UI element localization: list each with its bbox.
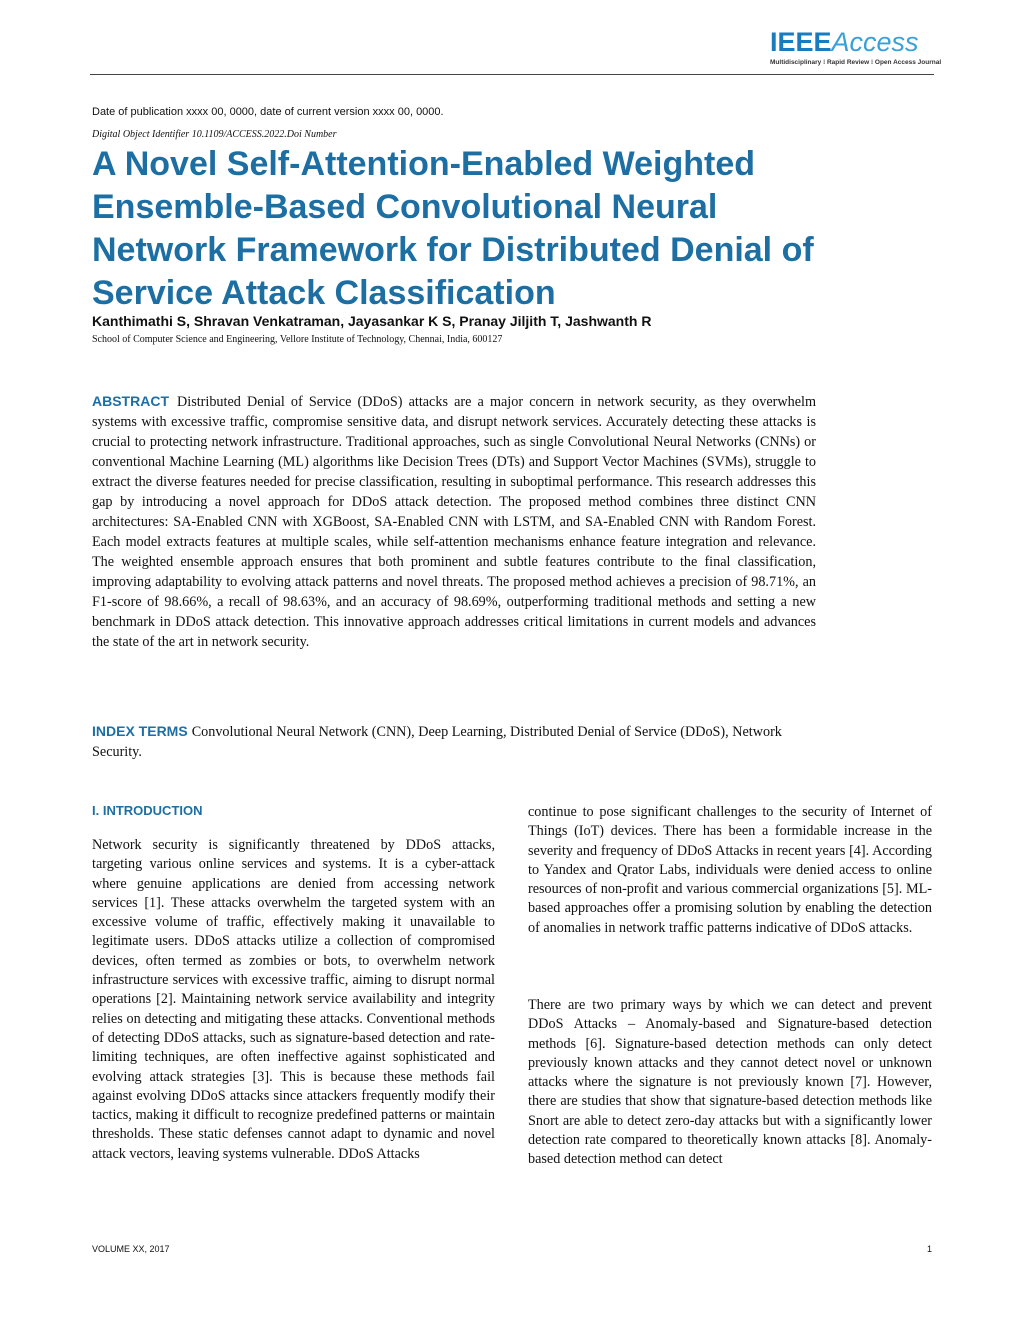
footer-volume: VOLUME XX, 2017 xyxy=(92,1244,170,1254)
index-terms-heading: INDEX TERMS xyxy=(92,723,188,739)
logo-access-text: Access xyxy=(831,27,919,57)
affiliation: School of Computer Science and Engineering, Vellore Institute of Technology, Chennai, India, 600127 xyxy=(92,334,503,345)
header-divider xyxy=(90,74,934,75)
author-list: Kanthimathi S, Shravan Venkatraman, Jayasankar K S, Pranay Jiljith T, Jashwanth R xyxy=(92,313,652,329)
logo-ieee-text: IEEE xyxy=(770,27,832,57)
footer-page-number: 1 xyxy=(926,1244,932,1254)
paper-title: A Novel Self-Attention-Enabled Weighted Ensemble-Based Convolutional Neural Network Framework for Distributed Denial of Service Attack Classification xyxy=(92,145,814,312)
intro-right-paragraph-2: There are two primary ways by which we can detect and prevent DDoS Attacks – Anomaly-based and Signature-based detection methods [6]. Signature-based detection methods can only detect previously known attacks and they cannot detect novel or unknown attacks where the signature is not previously known [7]. However, there are studies that show that signature-based detection methods like Snort are able to detect zero-day attacks but with a significantly lower detection rate compared to theoretically known attacks [8]. Anomaly-based detection method can detect xyxy=(528,997,932,1168)
intro-right-paragraph-1: continue to pose significant challenges to the security of Internet of Things (IoT) devices. There has been a formidable increase in the severity and frequency of DDoS Attacks in recent years [4]. According to Yandex and Qrator Labs, individuals were denied access to online resources of non-profit and various commercial organizations [5]. ML-based approaches offer a promising solution by enabling the detection of anomalies in network traffic patterns indicative of DDoS attacks. xyxy=(528,804,932,936)
abstract-text: Distributed Denial of Service (DDoS) attacks are a major concern in network security, as they overwhelm systems with excessive traffic, compromise sensitive data, and disrupt network services. Accurately detecting these attacks is crucial to protecting network infrastructure. Traditional approaches, such as single Convolutional Neural Networks (CNNs) or conventional Machine Learning (ML) algorithms like Decision Trees (DTs) and Support Vector Machines (SVMs), struggle to extract the diverse features needed for precise classification, resulting in suboptimal performance. This research addresses this gap by introducing a novel approach for DDoS attack detection. The proposed method combines three distinct CNN architectures: SA-Enabled CNN with XGBoost, SA-Enabled CNN with LSTM, and SA-Enabled CNN with Random Forest. Each model extracts features at multiple scales, while self-attention mechanisms enhance feature integration and relevance. The weighted ensemble approach ensures that both prominent and subtle features contribute to the final classification, improving adaptability to evolving attack patterns and novel threats. The proposed method achieves a precision of 98.71%, an F1-score of 98.66%, a recall of 98.63%, and an accuracy of 98.69%, outperforming traditional methods and setting a new benchmark in DDoS attack detection. This innovative approach addresses critical limitations in current models and advances the state of the art in network security. xyxy=(92,394,816,650)
intro-left-paragraph: Network security is significantly threatened by DDoS attacks, targeting various online services and systems. It is a cyber-attack where genuine applications are denied from accessing network services [1]. These attacks overwhelm the targeted system with an excessive volume of traffic, effectively making it unavailable to legitimate users. DDoS attacks utilize a collection of compromised devices, often termed as zombies or bots, to overwhelm network infrastructure services with excessive traffic, aiming to disrupt normal operations [2]. Maintaining network service availability and integrity relies on detecting and mitigating these attacks. Conventional methods of detecting DDoS attacks, such as signature-based detection and rate-limiting techniques, are often ineffective against sophisticated and evolving attack strategies [3]. This is because these methods fail against evolving DDoS attacks since attackers frequently modify their tactics, making it difficult to recognize predefined patterns or maintain thresholds. These static defenses cannot adapt to dynamic and novel attack vectors, leaving systems vulnerable. DDoS Attacks xyxy=(92,837,495,1162)
introduction-heading: I. INTRODUCTION xyxy=(92,803,203,818)
index-terms-text: Convolutional Neural Network (CNN), Deep Learning, Distributed Denial of Service (DDoS), Network Security. xyxy=(92,724,782,760)
abstract-heading: ABSTRACT xyxy=(92,393,169,409)
logo-tagline: Multidisciplinary ⁝ Rapid Review ⁝ Open Access Journal xyxy=(770,59,942,66)
abstract xyxy=(92,391,816,652)
journal-logo-wordmark xyxy=(770,27,930,57)
index-terms xyxy=(92,721,816,762)
publication-date: Date of publication xxxx 00, 0000, date of current version xxxx 00, 0000. xyxy=(92,106,444,118)
doi-line: Digital Object Identifier 10.1109/ACCESS.2022.Doi Number xyxy=(92,129,337,140)
journal-logo xyxy=(770,27,942,66)
